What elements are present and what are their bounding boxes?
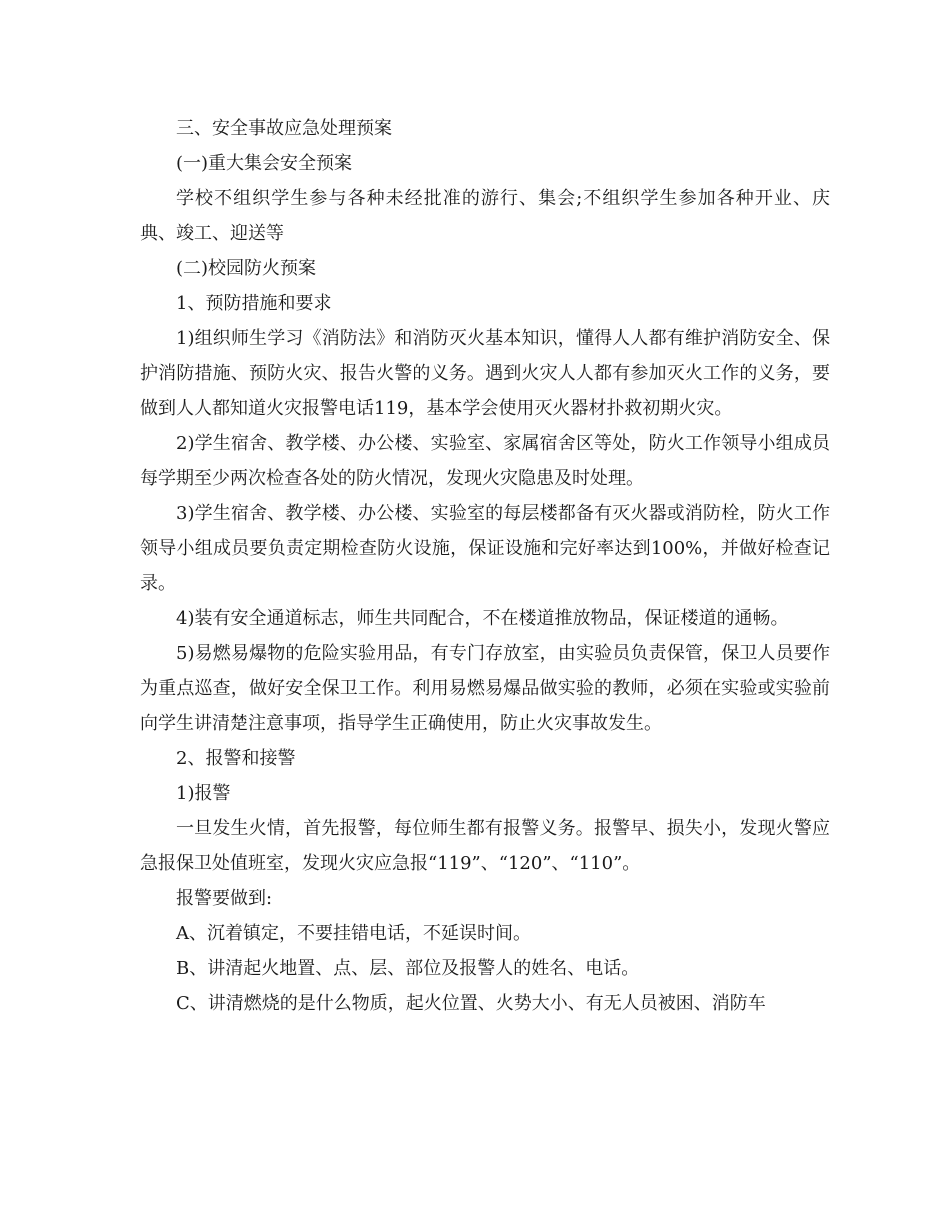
paragraph-alarm-procedure: 一旦发生火情，首先报警，每位师生都有报警义务。报警早、损失小，发现火警应急报保卫处值班室，发现火灾应急报“119”、“120”、“110”。 bbox=[140, 818, 830, 874]
subsection-heading-assembly-safety: (一)重大集会安全预案 bbox=[176, 153, 353, 174]
paragraph-hazardous-materials: 5)易燃易爆物的危险实验用品，有专门存放室，由实验员负责保管，保卫人员要作为重点巡查，做好安全保卫工作。利用易燃易爆品做实验的教师，必须在实验或实验前向学生讲清楚注意事项，指导学生正确使用，防止火灾事故发生。 bbox=[140, 643, 830, 734]
subsection-heading-fire-prevention: (二)校园防火预案 bbox=[176, 258, 317, 279]
paragraph-extinguishers: 3)学生宿舍、教学楼、办公楼、实验室的每层楼都备有灭火器或消防栓，防火工作领导小组成员要负责定期检查防火设施，保证设施和完好率达到100%，并做好检查记录。 bbox=[140, 503, 830, 594]
list-item-b: B、讲清起火地置、点、层、部位及报警人的姓名、电话。 bbox=[176, 958, 640, 979]
item-heading-prevention-measures: 1、预防措施和要求 bbox=[176, 293, 332, 314]
paragraph-fire-law-study: 1)组织师生学习《消防法》和消防灭火基本知识，懂得人人都有维护消防安全、保护消防措施、预防火灾、报告火警的义务。遇到火灾人人都有参加灭火工作的义务，要做到人人都知道火灾报警电话119，基本学会使用灭火器材扑救初期火灾。 bbox=[140, 328, 830, 419]
list-item-c: C、讲清燃烧的是什么物质，起火位置、火势大小、有无人员被困、消防车 bbox=[176, 993, 766, 1014]
item-heading-alarm: 2、报警和接警 bbox=[176, 748, 296, 769]
paragraph-assembly-rules: 学校不组织学生参与各种未经批准的游行、集会;不组织学生参加各种开业、庆典、竣工、迎送等 bbox=[140, 188, 830, 244]
paragraph-alarm-requirements: 报警要做到: bbox=[176, 888, 273, 909]
paragraph-safety-passage: 4)装有安全通道标志，师生共同配合，不在楼道推放物品，保证楼道的通畅。 bbox=[176, 608, 789, 629]
list-item-a: A、沉着镇定，不要挂错电话，不延误时间。 bbox=[176, 923, 531, 944]
section-heading-emergency-plan: 三、安全事故应急处理预案 bbox=[176, 118, 392, 139]
sub-item-heading-alarm: 1)报警 bbox=[176, 783, 231, 804]
document-body bbox=[140, 111, 830, 1021]
paragraph-fire-inspection: 2)学生宿舍、教学楼、办公楼、实验室、家属宿舍区等处，防火工作领导小组成员每学期至少两次检查各处的防火情况，发现火灾隐患及时处理。 bbox=[140, 433, 830, 489]
